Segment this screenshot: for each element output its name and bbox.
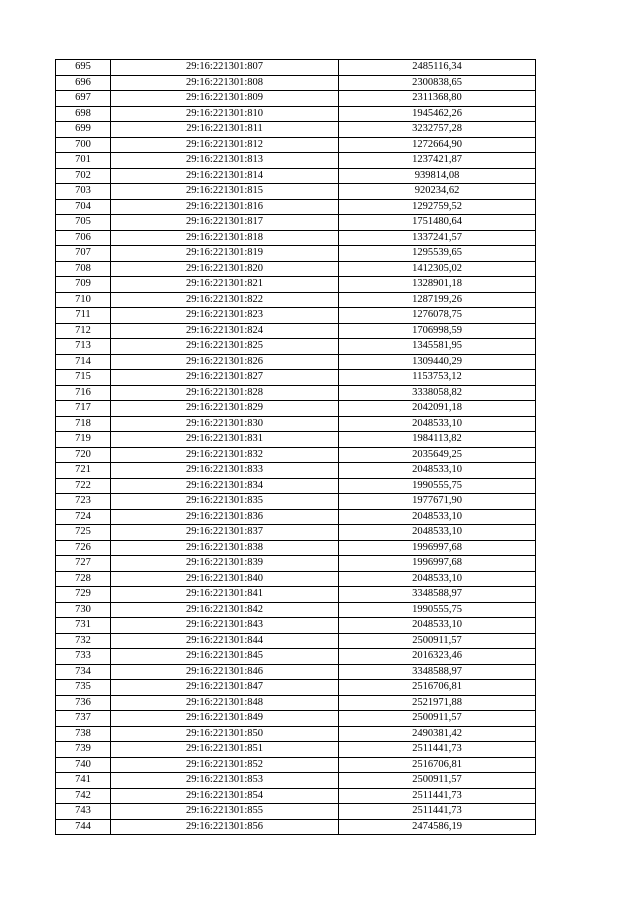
table-row: [56, 261, 536, 277]
cadastral-value-cell: 1706998,59: [339, 323, 536, 339]
cadastral-number-cell: 29:16:221301:817: [111, 215, 339, 231]
cadastral-value-cell: 2300838,65: [339, 75, 536, 91]
cadastral-number-cell: 29:16:221301:829: [111, 401, 339, 417]
cadastral-number-cell: 29:16:221301:823: [111, 308, 339, 324]
table-row: [56, 711, 536, 727]
cadastral-value-cell: 2500911,57: [339, 633, 536, 649]
cadastral-number-cell: 29:16:221301:831: [111, 432, 339, 448]
table-row: [56, 618, 536, 634]
row-number-cell: 729: [56, 587, 111, 603]
cadastral-value-cell: 920234,62: [339, 184, 536, 200]
cadastral-value-cell: 1276078,75: [339, 308, 536, 324]
cadastral-value-cell: 2511441,73: [339, 804, 536, 820]
row-number-cell: 739: [56, 742, 111, 758]
row-number-cell: 713: [56, 339, 111, 355]
cadastral-value-cell: 2048533,10: [339, 618, 536, 634]
row-number-cell: 737: [56, 711, 111, 727]
cadastral-number-cell: 29:16:221301:808: [111, 75, 339, 91]
cadastral-number-cell: 29:16:221301:811: [111, 122, 339, 138]
cadastral-number-cell: 29:16:221301:841: [111, 587, 339, 603]
cadastral-value-cell: 1412305,02: [339, 261, 536, 277]
cadastral-value-cell: 2048533,10: [339, 571, 536, 587]
table-row: [56, 308, 536, 324]
cadastral-value-cell: 2048533,10: [339, 525, 536, 541]
cadastral-number-cell: 29:16:221301:818: [111, 230, 339, 246]
cadastral-value-cell: 1272664,90: [339, 137, 536, 153]
row-number-cell: 699: [56, 122, 111, 138]
cadastral-number-cell: 29:16:221301:819: [111, 246, 339, 262]
cadastral-number-cell: 29:16:221301:826: [111, 354, 339, 370]
table-row: [56, 401, 536, 417]
table-row: [56, 75, 536, 91]
row-number-cell: 717: [56, 401, 111, 417]
table-row: [56, 463, 536, 479]
cadastral-value-cell: 1153753,12: [339, 370, 536, 386]
table-row: [56, 91, 536, 107]
table-row: [56, 742, 536, 758]
row-number-cell: 710: [56, 292, 111, 308]
cadastral-number-cell: 29:16:221301:843: [111, 618, 339, 634]
cadastral-value-cell: 1345581,95: [339, 339, 536, 355]
row-number-cell: 708: [56, 261, 111, 277]
row-number-cell: 709: [56, 277, 111, 293]
cadastral-value-cell: 1984113,82: [339, 432, 536, 448]
cadastral-value-cell: 2516706,81: [339, 680, 536, 696]
table-row: [56, 215, 536, 231]
cadastral-number-cell: 29:16:221301:842: [111, 602, 339, 618]
cadastral-value-cell: 2521971,88: [339, 695, 536, 711]
cadastral-number-cell: 29:16:221301:822: [111, 292, 339, 308]
cadastral-value-cell: 1328901,18: [339, 277, 536, 293]
table-row: [56, 494, 536, 510]
cadastral-value-cell: 2042091,18: [339, 401, 536, 417]
row-number-cell: 695: [56, 60, 111, 76]
cadastral-value-cell: 1287199,26: [339, 292, 536, 308]
cadastral-value-cell: 3348588,97: [339, 664, 536, 680]
cadastral-number-cell: 29:16:221301:828: [111, 385, 339, 401]
cadastral-value-cell: 2485116,34: [339, 60, 536, 76]
table-row: [56, 757, 536, 773]
row-number-cell: 726: [56, 540, 111, 556]
cadastral-value-cell: 3338058,82: [339, 385, 536, 401]
cadastral-number-cell: 29:16:221301:815: [111, 184, 339, 200]
cadastral-value-cell: 1996997,68: [339, 556, 536, 572]
table-row: [56, 137, 536, 153]
cadastral-number-cell: 29:16:221301:836: [111, 509, 339, 525]
cadastral-value-cell: 939814,08: [339, 168, 536, 184]
cadastral-number-cell: 29:16:221301:835: [111, 494, 339, 510]
table-body: [56, 60, 536, 835]
cadastral-value-cell: 1996997,68: [339, 540, 536, 556]
row-number-cell: 731: [56, 618, 111, 634]
cadastral-number-cell: 29:16:221301:824: [111, 323, 339, 339]
row-number-cell: 705: [56, 215, 111, 231]
row-number-cell: 706: [56, 230, 111, 246]
table-row: [56, 168, 536, 184]
table-row: [56, 277, 536, 293]
cadastral-number-cell: 29:16:221301:816: [111, 199, 339, 215]
row-number-cell: 700: [56, 137, 111, 153]
cadastral-number-cell: 29:16:221301:825: [111, 339, 339, 355]
cadastral-value-cell: 2035649,25: [339, 447, 536, 463]
row-number-cell: 720: [56, 447, 111, 463]
cadastral-value-cell: 2311368,80: [339, 91, 536, 107]
table-row: [56, 819, 536, 835]
row-number-cell: 725: [56, 525, 111, 541]
row-number-cell: 741: [56, 773, 111, 789]
cadastral-number-cell: 29:16:221301:833: [111, 463, 339, 479]
row-number-cell: 734: [56, 664, 111, 680]
row-number-cell: 721: [56, 463, 111, 479]
table-row: [56, 432, 536, 448]
table-row: [56, 773, 536, 789]
cadastral-value-cell: 2490381,42: [339, 726, 536, 742]
cadastral-value-cell: 1337241,57: [339, 230, 536, 246]
row-number-cell: 728: [56, 571, 111, 587]
cadastral-number-cell: 29:16:221301:834: [111, 478, 339, 494]
table-row: [56, 184, 536, 200]
table-row: [56, 246, 536, 262]
row-number-cell: 702: [56, 168, 111, 184]
cadastral-value-cell: 1990555,75: [339, 602, 536, 618]
table-row: [56, 587, 536, 603]
cadastral-number-cell: 29:16:221301:830: [111, 416, 339, 432]
row-number-cell: 715: [56, 370, 111, 386]
row-number-cell: 736: [56, 695, 111, 711]
cadastral-value-cell: 2016323,46: [339, 649, 536, 665]
row-number-cell: 730: [56, 602, 111, 618]
table-row: [56, 323, 536, 339]
cadastral-number-cell: 29:16:221301:839: [111, 556, 339, 572]
table-row: [56, 602, 536, 618]
cadastral-value-cell: 3232757,28: [339, 122, 536, 138]
cadastral-value-cell: 2048533,10: [339, 416, 536, 432]
row-number-cell: 696: [56, 75, 111, 91]
cadastral-number-cell: 29:16:221301:845: [111, 649, 339, 665]
cadastral-number-cell: 29:16:221301:821: [111, 277, 339, 293]
cadastral-value-cell: 2511441,73: [339, 788, 536, 804]
table-row: [56, 695, 536, 711]
row-number-cell: 718: [56, 416, 111, 432]
row-number-cell: 701: [56, 153, 111, 169]
row-number-cell: 711: [56, 308, 111, 324]
cadastral-number-cell: 29:16:221301:827: [111, 370, 339, 386]
table-row: [56, 649, 536, 665]
row-number-cell: 698: [56, 106, 111, 122]
cadastral-value-cell: 2511441,73: [339, 742, 536, 758]
row-number-cell: 722: [56, 478, 111, 494]
table-row: [56, 60, 536, 76]
table-row: [56, 106, 536, 122]
table-row: [56, 354, 536, 370]
table-row: [56, 556, 536, 572]
cadastral-value-cell: 2516706,81: [339, 757, 536, 773]
row-number-cell: 714: [56, 354, 111, 370]
table-row: [56, 416, 536, 432]
table-row: [56, 804, 536, 820]
cadastral-number-cell: 29:16:221301:848: [111, 695, 339, 711]
table-row: [56, 447, 536, 463]
row-number-cell: 740: [56, 757, 111, 773]
cadastral-number-cell: 29:16:221301:840: [111, 571, 339, 587]
cadastral-value-cell: 2474586,19: [339, 819, 536, 835]
row-number-cell: 719: [56, 432, 111, 448]
table-row: [56, 680, 536, 696]
row-number-cell: 723: [56, 494, 111, 510]
row-number-cell: 697: [56, 91, 111, 107]
row-number-cell: 716: [56, 385, 111, 401]
row-number-cell: 724: [56, 509, 111, 525]
table-row: [56, 571, 536, 587]
cadastral-value-cell: 2048533,10: [339, 509, 536, 525]
table-row: [56, 540, 536, 556]
row-number-cell: 707: [56, 246, 111, 262]
cadastral-value-cell: 1295539,65: [339, 246, 536, 262]
cadastral-number-cell: 29:16:221301:850: [111, 726, 339, 742]
cadastral-value-cell: 1309440,29: [339, 354, 536, 370]
cadastral-number-cell: 29:16:221301:849: [111, 711, 339, 727]
cadastral-value-cell: 2048533,10: [339, 463, 536, 479]
cadastral-number-cell: 29:16:221301:814: [111, 168, 339, 184]
cadastral-value-cell: 2500911,57: [339, 711, 536, 727]
row-number-cell: 703: [56, 184, 111, 200]
cadastral-value-cell: 1751480,64: [339, 215, 536, 231]
cadastral-value-table: [55, 59, 536, 835]
table-row: [56, 339, 536, 355]
cadastral-number-cell: 29:16:221301:807: [111, 60, 339, 76]
cadastral-number-cell: 29:16:221301:820: [111, 261, 339, 277]
cadastral-number-cell: 29:16:221301:844: [111, 633, 339, 649]
row-number-cell: 732: [56, 633, 111, 649]
row-number-cell: 744: [56, 819, 111, 835]
table-row: [56, 633, 536, 649]
cadastral-number-cell: 29:16:221301:855: [111, 804, 339, 820]
table-row: [56, 509, 536, 525]
cadastral-number-cell: 29:16:221301:838: [111, 540, 339, 556]
row-number-cell: 743: [56, 804, 111, 820]
table-row: [56, 525, 536, 541]
table-row: [56, 370, 536, 386]
row-number-cell: 712: [56, 323, 111, 339]
row-number-cell: 704: [56, 199, 111, 215]
cadastral-number-cell: 29:16:221301:832: [111, 447, 339, 463]
cadastral-value-cell: 1292759,52: [339, 199, 536, 215]
table-row: [56, 385, 536, 401]
cadastral-number-cell: 29:16:221301:853: [111, 773, 339, 789]
cadastral-value-cell: 1237421,87: [339, 153, 536, 169]
cadastral-number-cell: 29:16:221301:856: [111, 819, 339, 835]
row-number-cell: 733: [56, 649, 111, 665]
table-row: [56, 122, 536, 138]
cadastral-value-cell: 2500911,57: [339, 773, 536, 789]
cadastral-value-cell: 1945462,26: [339, 106, 536, 122]
cadastral-number-cell: 29:16:221301:847: [111, 680, 339, 696]
cadastral-number-cell: 29:16:221301:812: [111, 137, 339, 153]
cadastral-number-cell: 29:16:221301:854: [111, 788, 339, 804]
table-row: [56, 153, 536, 169]
table-row: [56, 664, 536, 680]
cadastral-value-cell: 1990555,75: [339, 478, 536, 494]
row-number-cell: 738: [56, 726, 111, 742]
cadastral-number-cell: 29:16:221301:852: [111, 757, 339, 773]
cadastral-number-cell: 29:16:221301:837: [111, 525, 339, 541]
cadastral-number-cell: 29:16:221301:851: [111, 742, 339, 758]
cadastral-number-cell: 29:16:221301:813: [111, 153, 339, 169]
cadastral-number-cell: 29:16:221301:809: [111, 91, 339, 107]
cadastral-value-cell: 3348588,97: [339, 587, 536, 603]
cadastral-number-cell: 29:16:221301:846: [111, 664, 339, 680]
cadastral-number-cell: 29:16:221301:810: [111, 106, 339, 122]
row-number-cell: 742: [56, 788, 111, 804]
table-row: [56, 726, 536, 742]
table-row: [56, 478, 536, 494]
table-row: [56, 199, 536, 215]
table-row: [56, 788, 536, 804]
table-row: [56, 230, 536, 246]
table-row: [56, 292, 536, 308]
row-number-cell: 727: [56, 556, 111, 572]
row-number-cell: 735: [56, 680, 111, 696]
cadastral-value-cell: 1977671,90: [339, 494, 536, 510]
